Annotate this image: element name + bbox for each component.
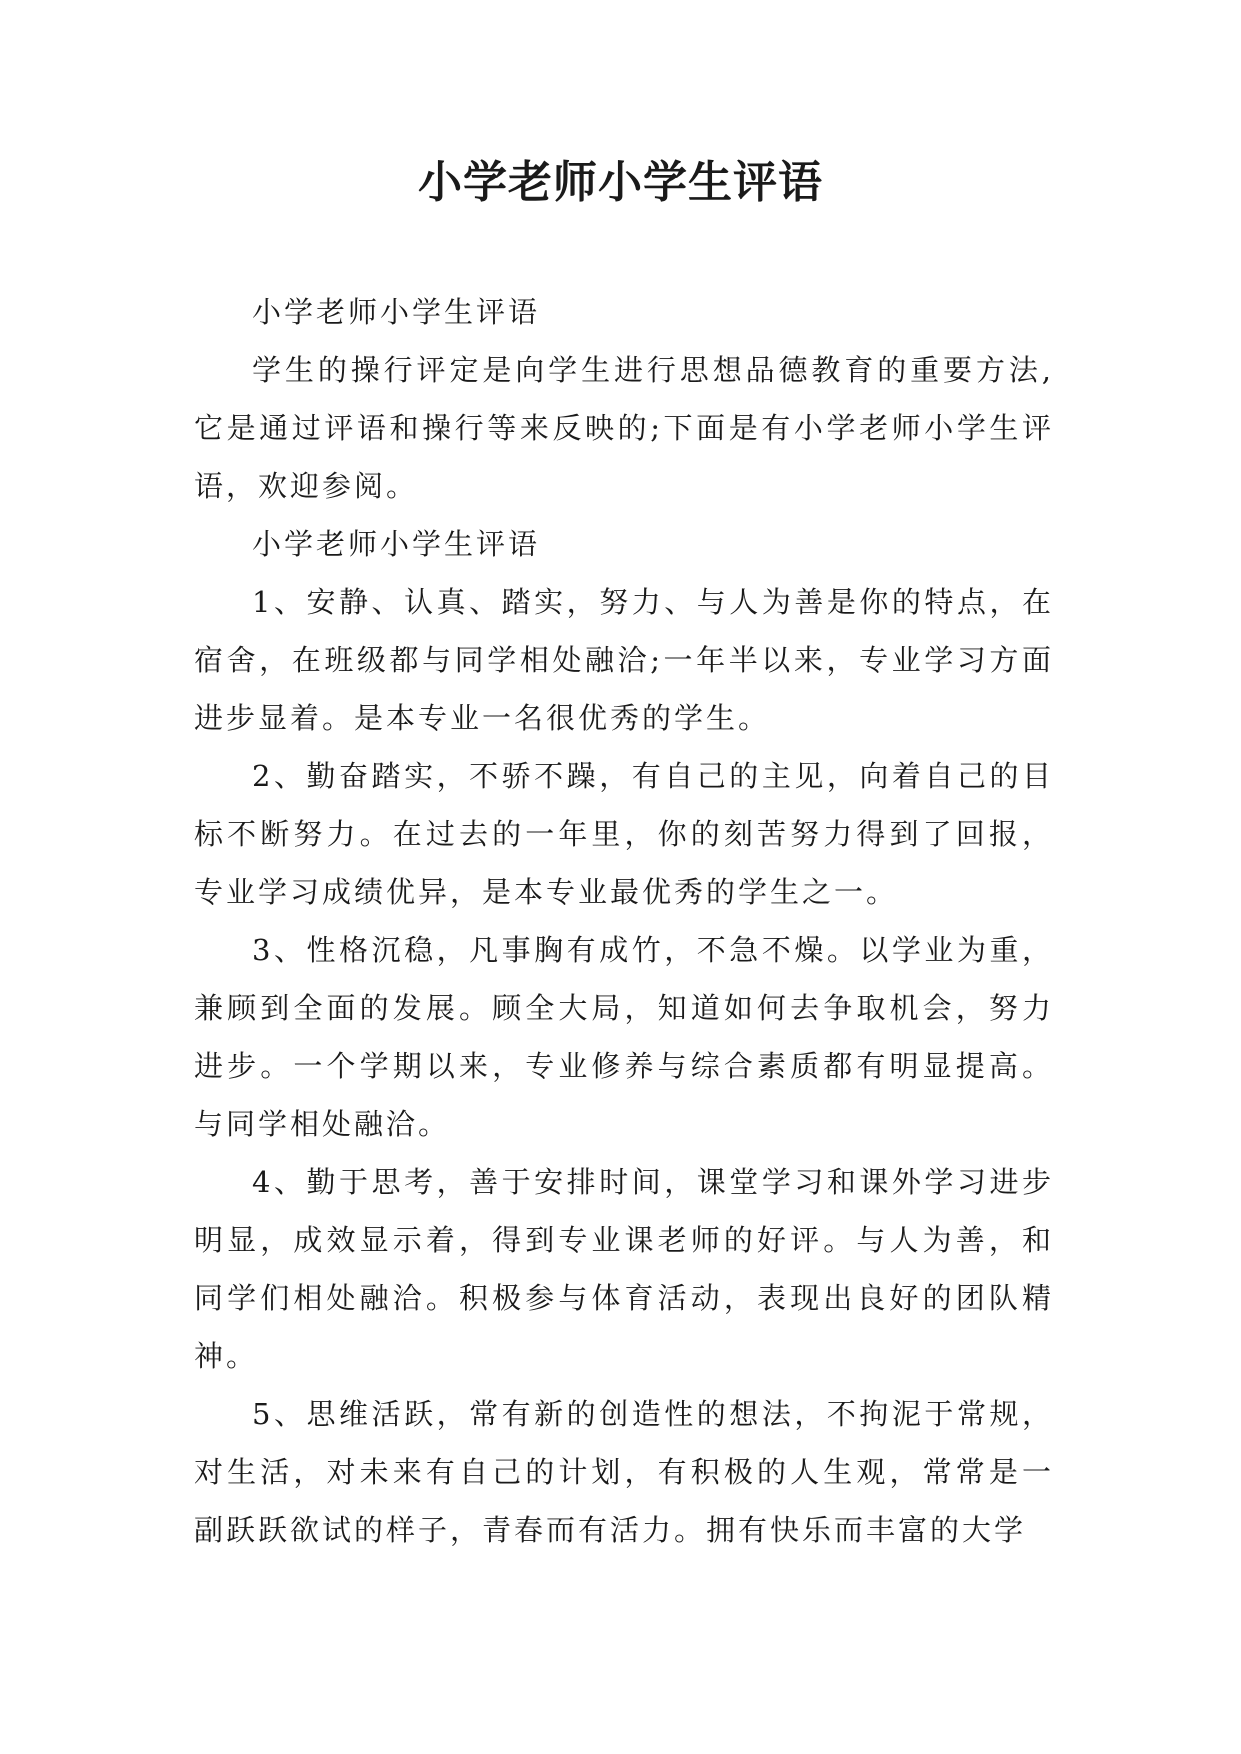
paragraph: 2、勤奋踏实，不骄不躁，有自己的主见，向着自己的目标不断努力。在过去的一年里，你的刻苦努力得到了回报，专业学习成绩优异，是本专业最优秀的学生之一。 (194, 759, 1054, 909)
paragraph: 5、思维活跃，常有新的创造性的想法，不拘泥于常规，对生活，对未来有自己的计划，有积极的人生观，常常是一副跃跃欲试的样子，青春而有活力。拥有快乐而丰富的大学 (194, 1397, 1054, 1547)
document-body (194, 283, 1054, 1559)
paragraph: 小学老师小学生评语 (252, 295, 541, 329)
paragraph: 3、性格沉稳，凡事胸有成竹，不急不燥。以学业为重，兼顾到全面的发展。顾全大局，知道如何去争取机会，努力进步。一个学期以来，专业修养与综合素质都有明显提高。与同学相处融洽。 (194, 933, 1054, 1141)
paragraph: 小学老师小学生评语 (252, 527, 541, 561)
document-title: 小学老师小学生评语 (418, 157, 823, 208)
paragraph: 1、安静、认真、踏实，努力、与人为善是你的特点，在宿舍，在班级都与同学相处融洽;一年半以来，专业学习方面进步显着。是本专业一名很优秀的学生。 (194, 585, 1054, 735)
paragraph: 4、勤于思考，善于安排时间，课堂学习和课外学习进步明显，成效显示着，得到专业课老师的好评。与人为善，和同学们相处融洽。积极参与体育活动，表现出良好的团队精神。 (194, 1165, 1054, 1373)
paragraph: 学生的操行评定是向学生进行思想品德教育的重要方法,它是通过评语和操行等来反映的;下面是有小学老师小学生评语，欢迎参阅。 (194, 353, 1054, 503)
